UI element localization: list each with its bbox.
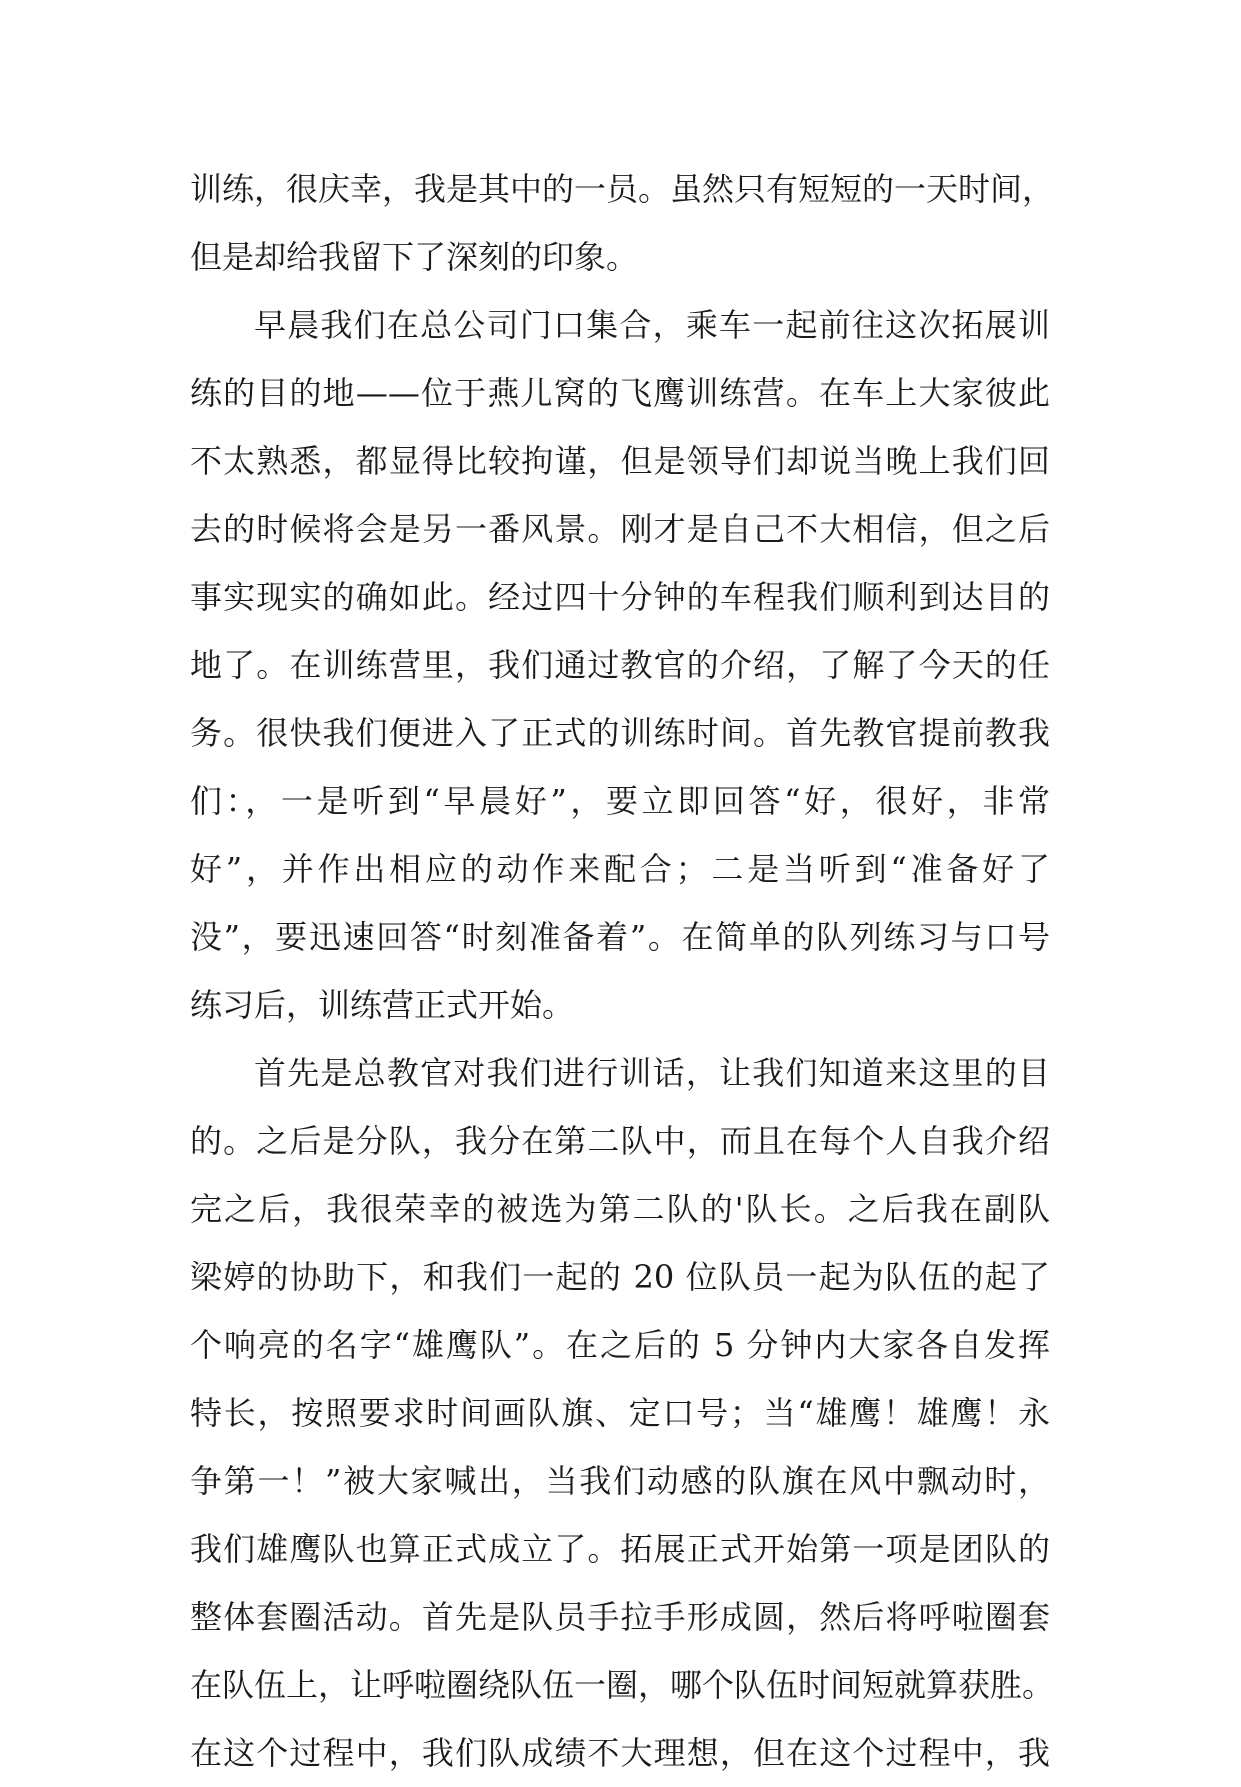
text-line: 练习后，训练营正式开始。 (190, 986, 575, 1024)
text-line: 练的目的地——位于燕儿窝的飞鹰训练营。在车上大家彼此 (190, 374, 1050, 412)
text-line: 完之后，我很荣幸的被选为第二队的'队长。之后我在副队 (190, 1190, 1050, 1228)
text-line: 好”，并作出相应的动作来配合；二是当听到“准备好了 (190, 850, 1050, 888)
text-line: 务。很快我们便进入了正式的训练时间。首先教官提前教我 (190, 714, 1050, 752)
text-line: 但是却给我留下了深刻的印象。 (190, 238, 639, 276)
text-line: 没”，要迅速回答“时刻准备着”。在简单的队列练习与口号 (190, 918, 1050, 956)
text-line: 去的时候将会是另一番风景。刚才是自己不大相信，但之后 (190, 510, 1050, 548)
text-line: 训练，很庆幸，我是其中的一员。虽然只有短短的一天时间， (190, 170, 1055, 208)
text-line: 在队伍上，让呼啦圈绕队伍一圈，哪个队伍时间短就算获胜。 (190, 1666, 1055, 1704)
text-line: 早晨我们在总公司门口集合，乘车一起前往这次拓展训 (254, 306, 1050, 344)
text-line: 首先是总教官对我们进行训话，让我们知道来这里的目 (254, 1054, 1050, 1092)
document-body (190, 155, 1055, 1787)
text-line: 不太熟悉，都显得比较拘谨，但是领导们却说当晚上我们回 (190, 442, 1050, 480)
text-line: 在这个过程中，我们队成绩不大理想，但在这个过程中，我 (190, 1734, 1050, 1772)
text-line: 们：，一是听到“早晨好”，要立即回答“好，很好，非常 (190, 782, 1050, 820)
text-line: 特长，按照要求时间画队旗、定口号；当“雄鹰！雄鹰！永 (190, 1394, 1050, 1432)
text-line: 我们雄鹰队也算正式成立了。拓展正式开始第一项是团队的 (190, 1530, 1050, 1568)
text-line: 地了。在训练营里，我们通过教官的介绍，了解了今天的任 (190, 646, 1050, 684)
text-line: 梁婷的协助下，和我们一起的 20 位队员一起为队伍的起了 (190, 1258, 1050, 1296)
text-line: 个响亮的名字“雄鹰队”。在之后的 5 分钟内大家各自发挥 (190, 1326, 1050, 1364)
text-line: 事实现实的确如此。经过四十分钟的车程我们顺利到达目的 (190, 578, 1050, 616)
text-line: 整体套圈活动。首先是队员手拉手形成圆，然后将呼啦圈套 (190, 1598, 1050, 1636)
text-line: 的。之后是分队，我分在第二队中，而且在每个人自我介绍 (190, 1122, 1050, 1160)
text-line: 争第一！”被大家喊出，当我们动感的队旗在风中飘动时， (190, 1462, 1050, 1500)
